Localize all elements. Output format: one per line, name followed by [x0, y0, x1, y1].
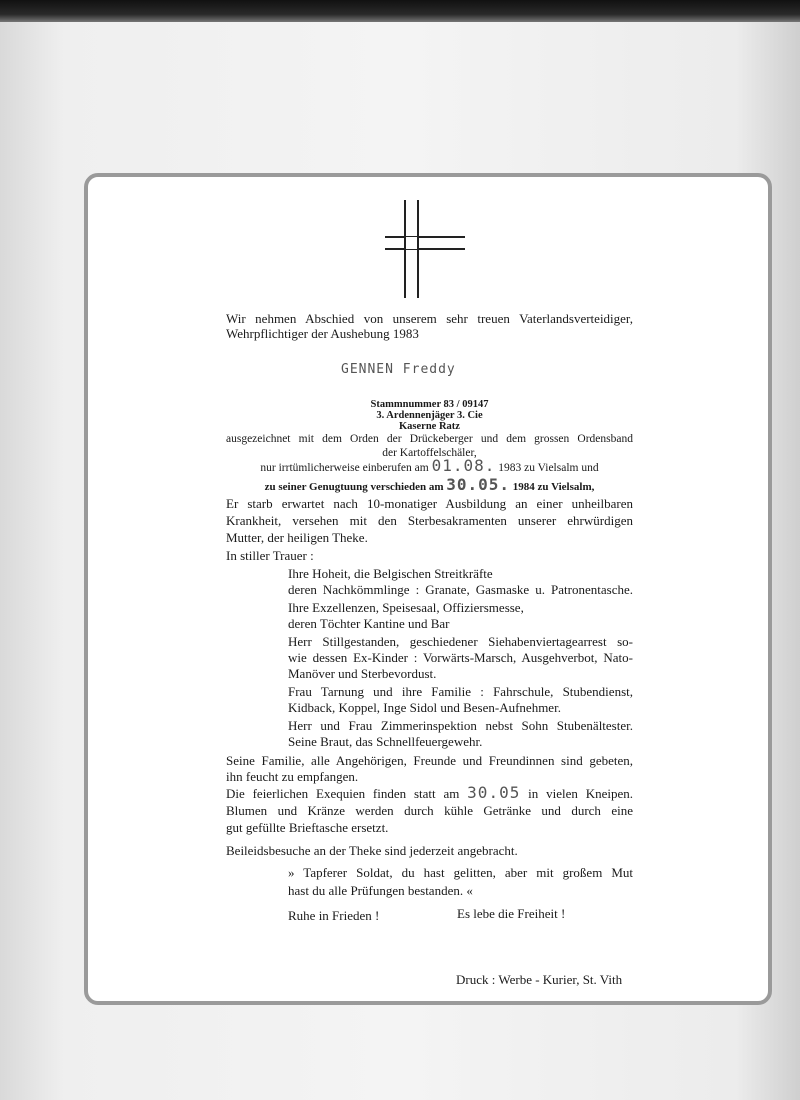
- flowers-line: Blumen und Kränze werden durch kühle Getränke und durch eine: [226, 803, 633, 818]
- intro-line: Wehrpflichtiger der Aushebung 1983: [226, 326, 419, 341]
- mourner-line: Manöver und Sterbevordust.: [288, 666, 437, 681]
- death-text-line: Mutter, der heiligen Theke.: [226, 530, 368, 545]
- condolences-line: Beileidsbesuche an der Theke sind jederzeit angebracht.: [226, 843, 518, 858]
- death-place: 1984 zu Vielsalm,: [512, 481, 595, 493]
- printer-credit: Druck : Werbe - Kurier, St. Vith: [456, 972, 623, 987]
- exequies-date: 30.05: [467, 783, 521, 802]
- family-line: ihn feucht zu empfangen.: [226, 769, 359, 784]
- mourning-heading: In stiller Trauer :: [226, 548, 314, 563]
- scan-top-edge: [0, 0, 800, 24]
- service-number: Stammnummer 83 / 09147: [370, 399, 489, 410]
- called-up-text: nur irrtümlicherweise einberufen am: [260, 462, 429, 474]
- family-line: Seine Familie, alle Angehörigen, Freunde und Freundinnen sind gebeten,: [226, 753, 633, 768]
- death-date-line: [226, 475, 633, 494]
- mourner-line: Herr und Frau Zimmerinspektion nebst Sohn Stubenältester.: [288, 718, 633, 733]
- called-up-date: 01.08.: [431, 456, 496, 475]
- exequies-line: [226, 785, 633, 801]
- mourner-line: deren Töchter Kantine und Bar: [288, 616, 450, 631]
- mourner-line: Kidback, Koppel, Inge Sidol und Besen-Aufnehmer.: [288, 700, 561, 715]
- quote-line: hast du alle Prüfungen bestanden. «: [288, 883, 473, 898]
- mourner-line: deren Nachkömmlinge : Granate, Gasmaske u. Patronentasche.: [288, 582, 633, 597]
- flowers-line: gut gefüllte Brieftasche ersetzt.: [226, 820, 389, 835]
- exequies-text: Die feierlichen Exequien finden statt am: [226, 786, 460, 801]
- award-line: der Kartoffelschäler,: [382, 447, 477, 459]
- mourner-line: Ihre Exzellenzen, Speisesaal, Offiziersmesse,: [288, 600, 524, 615]
- mourner-line: wie dessen Ex-Kinder : Vorwärts-Marsch, Ausgehverbot, Nato-: [288, 650, 633, 665]
- exequies-place: in vielen Kneipen.: [528, 786, 633, 801]
- mourner-line: Seine Braut, das Schnellfeuergewehr.: [288, 734, 483, 749]
- called-up-line: [226, 456, 633, 475]
- called-up-place: 1983 zu Vielsalm und: [498, 462, 599, 474]
- barracks-name: Kaserne Ratz: [399, 421, 460, 432]
- death-date-text: zu seiner Genugtuung verschieden am: [264, 481, 444, 493]
- intro-line: Wir nehmen Abschied von unserem sehr treuen Vaterlandsverteidiger,: [226, 311, 633, 326]
- unit-name: 3. Ardennenjäger 3. Cie: [376, 410, 483, 421]
- death-text-line: Er starb erwartet nach 10-monatiger Ausbildung an einer unheilbaren: [226, 496, 633, 511]
- mourner-line: Frau Tarnung und ihre Familie : Fahrschule, Stubendienst,: [288, 684, 633, 699]
- award-line: ausgezeichnet mit dem Orden der Drückeberger und dem grossen Ordensband: [226, 433, 633, 445]
- closing-long-live-freedom: Es lebe die Freiheit !: [457, 906, 566, 921]
- mourner-line: Herr Stillgestanden, geschiedener Siehabenviertagearrest so-: [288, 634, 633, 649]
- deceased-name: GENNEN Freddy: [341, 362, 456, 377]
- mourner-line: Ihre Hoheit, die Belgischen Streitkräfte: [288, 566, 493, 581]
- quote-line: » Tapferer Soldat, du hast gelitten, aber mit großem Mut: [288, 865, 633, 880]
- closing-rest-in-peace: Ruhe in Frieden !: [288, 908, 380, 923]
- death-date: 30.05.: [446, 475, 511, 494]
- death-text-line: Krankheit, versehen mit den Sterbesakramenten unserer ehrwürdigen: [226, 513, 633, 528]
